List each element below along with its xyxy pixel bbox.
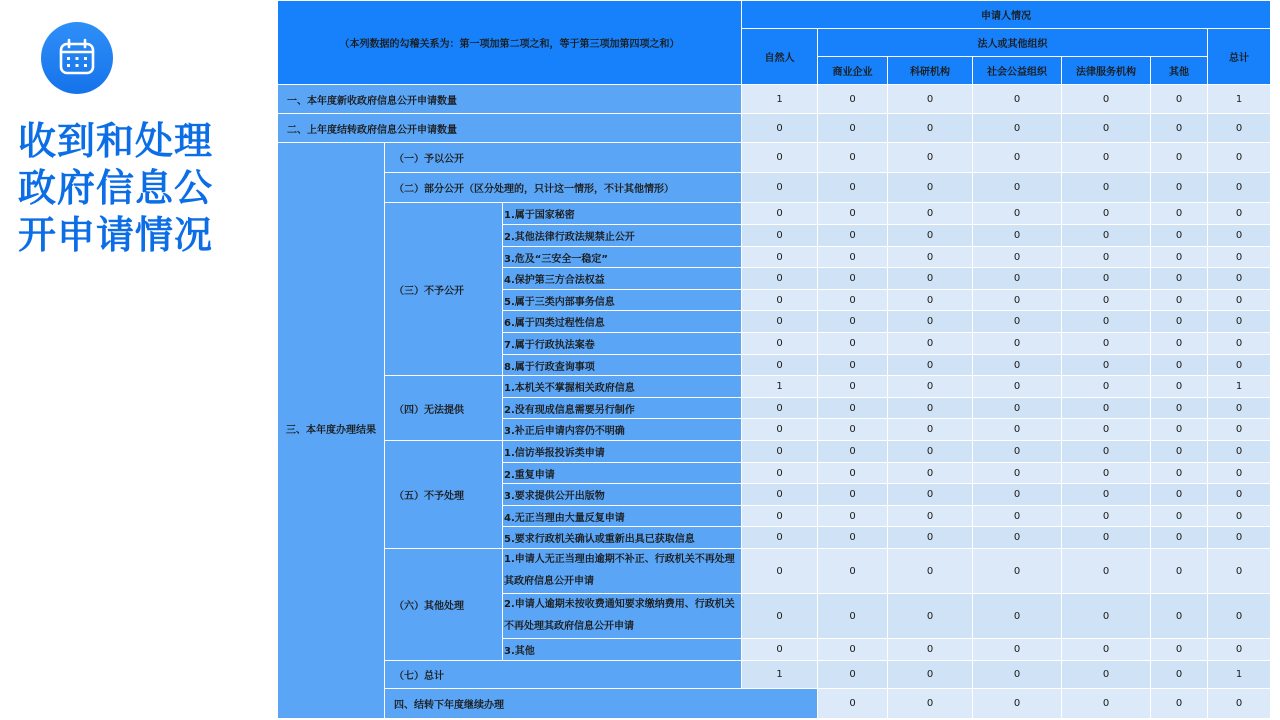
value-cell: 0 <box>888 689 973 719</box>
value-cell: 0 <box>888 290 973 311</box>
value-cell: 0 <box>1062 594 1151 639</box>
report-table <box>277 0 1270 719</box>
value-cell: 0 <box>1208 549 1270 594</box>
left-panel <box>0 0 275 720</box>
header-public-welfare: 社会公益组织 <box>973 57 1062 85</box>
value-cell: 0 <box>818 689 888 719</box>
value-cell: 0 <box>818 463 888 484</box>
value-cell: 0 <box>973 527 1062 549</box>
value-cell: 0 <box>818 419 888 441</box>
value-cell: 0 <box>818 661 888 689</box>
value-cell: 0 <box>818 333 888 355</box>
table-row <box>278 441 1271 463</box>
value-cell: 0 <box>1062 247 1151 268</box>
value-cell: 0 <box>1062 143 1151 173</box>
value-cell: 0 <box>742 594 818 639</box>
value-cell: 0 <box>818 225 888 247</box>
value-cell: 0 <box>1208 484 1270 506</box>
value-cell: 0 <box>1151 376 1208 398</box>
group-label: （三）不予公开 <box>385 203 503 376</box>
item-label: 2.没有现成信息需要另行制作 <box>503 398 742 419</box>
corner-note: （本列数据的勾稽关系为：第一项加第二项之和，等于第三项加第四项之和） <box>278 1 742 85</box>
value-cell: 0 <box>1062 441 1151 463</box>
row-label: 一、本年度新收政府信息公开申请数量 <box>278 85 742 114</box>
value-cell: 0 <box>818 268 888 290</box>
value-cell: 0 <box>1208 506 1270 527</box>
value-cell: 0 <box>888 268 973 290</box>
value-cell: 0 <box>888 463 973 484</box>
value-cell: 0 <box>1208 114 1270 143</box>
table-row <box>278 85 1271 114</box>
value-cell: 0 <box>973 247 1062 268</box>
value-cell: 0 <box>742 173 818 203</box>
value-cell: 0 <box>742 225 818 247</box>
item-label: 1.属于国家秘密 <box>503 203 742 225</box>
value-cell: 0 <box>1062 333 1151 355</box>
value-cell: 0 <box>1208 594 1270 639</box>
value-cell: 0 <box>973 549 1062 594</box>
value-cell: 0 <box>742 333 818 355</box>
item-label: 3.要求提供公开出版物 <box>503 484 742 506</box>
value-cell: 0 <box>742 441 818 463</box>
item-label: 7.属于行政执法案卷 <box>503 333 742 355</box>
value-cell: 0 <box>818 203 888 225</box>
value-cell: 0 <box>1062 527 1151 549</box>
value-cell: 0 <box>1151 173 1208 203</box>
value-cell: 0 <box>1062 463 1151 484</box>
value-cell: 0 <box>1208 527 1270 549</box>
value-cell: 0 <box>973 85 1062 114</box>
value-cell: 0 <box>973 594 1062 639</box>
value-cell: 0 <box>1062 203 1151 225</box>
item-label: 3.危及“三安全一稳定” <box>503 247 742 268</box>
value-cell: 0 <box>1151 355 1208 376</box>
value-cell: 0 <box>973 268 1062 290</box>
value-cell: 0 <box>742 484 818 506</box>
value-cell: 0 <box>1151 225 1208 247</box>
value-cell: 0 <box>1151 661 1208 689</box>
table-row <box>278 173 1271 203</box>
value-cell: 0 <box>1151 639 1208 661</box>
value-cell: 0 <box>742 290 818 311</box>
value-cell: 0 <box>742 398 818 419</box>
value-cell: 0 <box>742 143 818 173</box>
row-label: （一）予以公开 <box>385 143 742 173</box>
value-cell: 0 <box>1151 484 1208 506</box>
value-cell: 0 <box>1062 290 1151 311</box>
section-label: 三、本年度办理结果 <box>278 143 385 719</box>
value-cell: 0 <box>888 594 973 639</box>
value-cell: 0 <box>818 398 888 419</box>
value-cell: 0 <box>1062 114 1151 143</box>
value-cell: 0 <box>973 290 1062 311</box>
value-cell: 0 <box>973 114 1062 143</box>
table-row <box>278 376 1271 398</box>
value-cell: 0 <box>888 398 973 419</box>
group-label: （六）其他处理 <box>385 549 503 661</box>
value-cell: 0 <box>1062 268 1151 290</box>
value-cell: 1 <box>742 376 818 398</box>
value-cell: 0 <box>1062 311 1151 333</box>
value-cell: 0 <box>818 639 888 661</box>
value-cell: 0 <box>888 661 973 689</box>
row-label: （二）部分公开（区分处理的，只计这一情形，不计其他情形） <box>385 173 742 203</box>
value-cell: 0 <box>888 225 973 247</box>
value-cell: 0 <box>1062 661 1151 689</box>
value-cell: 0 <box>888 143 973 173</box>
value-cell: 0 <box>818 549 888 594</box>
value-cell: 0 <box>888 639 973 661</box>
value-cell: 0 <box>973 419 1062 441</box>
value-cell: 0 <box>888 484 973 506</box>
value-cell: 1 <box>1208 661 1270 689</box>
value-cell: 0 <box>742 506 818 527</box>
title-line: 政府信息公 <box>18 166 214 210</box>
value-cell: 0 <box>973 311 1062 333</box>
value-cell: 0 <box>818 594 888 639</box>
group-header: 申请人情况 <box>742 1 1270 29</box>
value-cell: 0 <box>818 247 888 268</box>
group-label: （四）无法提供 <box>385 376 503 441</box>
item-label: 1.申请人无正当理由逾期不补正、行政机关不再处理其政府信息公开申请 <box>503 549 742 594</box>
table-row <box>278 203 1271 225</box>
value-cell: 0 <box>1208 398 1270 419</box>
value-cell: 0 <box>888 173 973 203</box>
value-cell: 0 <box>1151 689 1208 719</box>
value-cell: 0 <box>1151 114 1208 143</box>
value-cell: 0 <box>818 114 888 143</box>
value-cell: 0 <box>888 333 973 355</box>
value-cell: 0 <box>818 290 888 311</box>
value-cell: 0 <box>818 143 888 173</box>
value-cell: 0 <box>1208 290 1270 311</box>
value-cell: 0 <box>818 441 888 463</box>
title-line: 收到和处理 <box>18 119 214 163</box>
value-cell: 0 <box>818 173 888 203</box>
value-cell: 0 <box>888 376 973 398</box>
value-cell: 0 <box>1208 225 1270 247</box>
value-cell: 0 <box>973 661 1062 689</box>
item-label: 2.其他法律行政法规禁止公开 <box>503 225 742 247</box>
item-label: 3.补正后申请内容仍不明确 <box>503 419 742 441</box>
value-cell: 0 <box>742 311 818 333</box>
item-label: 4.保护第三方合法权益 <box>503 268 742 290</box>
value-cell: 0 <box>1151 247 1208 268</box>
value-cell: 0 <box>1062 689 1151 719</box>
value-cell: 0 <box>742 549 818 594</box>
value-cell: 1 <box>1208 376 1270 398</box>
item-label: 2.重复申请 <box>503 463 742 484</box>
item-label: 5.要求行政机关确认或重新出具已获取信息 <box>503 527 742 549</box>
value-cell: 0 <box>1151 419 1208 441</box>
table-row <box>278 143 1271 173</box>
value-cell: 0 <box>1208 419 1270 441</box>
page-title <box>18 118 258 259</box>
value-cell: 0 <box>973 143 1062 173</box>
value-cell: 0 <box>1062 639 1151 661</box>
value-cell: 0 <box>818 355 888 376</box>
value-cell: 0 <box>973 441 1062 463</box>
row-label: （七）总计 <box>385 661 742 689</box>
table-row <box>278 114 1271 143</box>
item-label: 4.无正当理由大量反复申请 <box>503 506 742 527</box>
value-cell: 0 <box>742 419 818 441</box>
value-cell: 0 <box>1208 268 1270 290</box>
value-cell: 0 <box>1062 85 1151 114</box>
value-cell: 0 <box>818 311 888 333</box>
value-cell: 0 <box>973 689 1062 719</box>
table-row <box>278 689 1271 719</box>
value-cell: 0 <box>1208 247 1270 268</box>
row-label: 二、上年度结转政府信息公开申请数量 <box>278 114 742 143</box>
header-other: 其他 <box>1151 57 1208 85</box>
value-cell: 0 <box>1151 268 1208 290</box>
item-label: 6.属于四类过程性信息 <box>503 311 742 333</box>
value-cell: 0 <box>888 419 973 441</box>
value-cell: 0 <box>742 114 818 143</box>
value-cell: 0 <box>973 639 1062 661</box>
value-cell: 1 <box>1208 85 1270 114</box>
value-cell: 0 <box>1062 484 1151 506</box>
value-cell: 0 <box>742 463 818 484</box>
value-cell: 0 <box>742 268 818 290</box>
value-cell: 0 <box>1151 549 1208 594</box>
value-cell: 0 <box>1062 398 1151 419</box>
item-label: 8.属于行政查询事项 <box>503 355 742 376</box>
value-cell: 0 <box>742 203 818 225</box>
value-cell: 0 <box>742 247 818 268</box>
value-cell: 0 <box>1208 689 1270 719</box>
value-cell: 0 <box>1208 333 1270 355</box>
calendar-badge <box>41 22 113 94</box>
value-cell: 0 <box>742 639 818 661</box>
value-cell: 0 <box>1062 506 1151 527</box>
value-cell: 0 <box>1062 225 1151 247</box>
value-cell: 0 <box>888 247 973 268</box>
value-cell: 0 <box>1151 311 1208 333</box>
header-total: 总计 <box>1208 29 1270 85</box>
value-cell: 0 <box>1062 419 1151 441</box>
value-cell: 0 <box>888 355 973 376</box>
header-natural-person: 自然人 <box>742 29 818 85</box>
value-cell: 0 <box>1151 290 1208 311</box>
value-cell: 0 <box>1062 549 1151 594</box>
title-line: 开申请情况 <box>18 213 214 257</box>
value-cell: 0 <box>973 484 1062 506</box>
item-label: 5.属于三类内部事务信息 <box>503 290 742 311</box>
value-cell: 1 <box>742 85 818 114</box>
value-cell: 0 <box>888 311 973 333</box>
value-cell: 0 <box>1151 143 1208 173</box>
value-cell: 0 <box>1208 639 1270 661</box>
value-cell: 0 <box>818 484 888 506</box>
value-cell: 0 <box>1151 594 1208 639</box>
header-legal-service: 法律服务机构 <box>1062 57 1151 85</box>
item-label: 1.信访举报投诉类申请 <box>503 441 742 463</box>
value-cell: 1 <box>742 661 818 689</box>
value-cell: 0 <box>1208 441 1270 463</box>
value-cell: 0 <box>1208 203 1270 225</box>
value-cell: 0 <box>742 355 818 376</box>
value-cell: 0 <box>973 225 1062 247</box>
value-cell: 0 <box>818 527 888 549</box>
value-cell: 0 <box>973 173 1062 203</box>
value-cell: 0 <box>1151 333 1208 355</box>
value-cell: 0 <box>1208 311 1270 333</box>
item-label: 3.其他 <box>503 639 742 661</box>
calendar-icon <box>58 38 96 76</box>
header-legal-group: 法人或其他组织 <box>818 29 1208 57</box>
value-cell: 0 <box>888 506 973 527</box>
value-cell: 0 <box>888 441 973 463</box>
value-cell: 0 <box>973 398 1062 419</box>
value-cell: 0 <box>1208 143 1270 173</box>
header-research: 科研机构 <box>888 57 973 85</box>
value-cell: 0 <box>1151 527 1208 549</box>
value-cell: 0 <box>973 355 1062 376</box>
value-cell: 0 <box>1151 85 1208 114</box>
value-cell: 0 <box>973 203 1062 225</box>
item-label: 1.本机关不掌握相关政府信息 <box>503 376 742 398</box>
value-cell: 0 <box>973 463 1062 484</box>
value-cell: 0 <box>973 506 1062 527</box>
report-table-container <box>277 0 1270 720</box>
value-cell: 0 <box>888 549 973 594</box>
value-cell: 0 <box>1062 173 1151 203</box>
table-row <box>278 549 1271 594</box>
value-cell: 0 <box>1151 441 1208 463</box>
value-cell: 0 <box>742 527 818 549</box>
value-cell: 0 <box>888 114 973 143</box>
value-cell: 0 <box>818 85 888 114</box>
value-cell: 0 <box>888 527 973 549</box>
value-cell: 0 <box>1208 355 1270 376</box>
row-label: 四、结转下年度继续办理 <box>385 689 818 719</box>
value-cell: 0 <box>818 376 888 398</box>
item-label: 2.申请人逾期未按收费通知要求缴纳费用、行政机关不再处理其政府信息公开申请 <box>503 594 742 639</box>
value-cell: 0 <box>1151 398 1208 419</box>
value-cell: 0 <box>1151 506 1208 527</box>
value-cell: 0 <box>1151 463 1208 484</box>
value-cell: 0 <box>888 85 973 114</box>
value-cell: 0 <box>1151 203 1208 225</box>
value-cell: 0 <box>1208 173 1270 203</box>
value-cell: 0 <box>1062 355 1151 376</box>
header-commercial: 商业企业 <box>818 57 888 85</box>
value-cell: 0 <box>888 203 973 225</box>
value-cell: 0 <box>973 376 1062 398</box>
value-cell: 0 <box>1208 463 1270 484</box>
value-cell: 0 <box>973 333 1062 355</box>
group-label: （五）不予处理 <box>385 441 503 549</box>
value-cell: 0 <box>1062 376 1151 398</box>
value-cell: 0 <box>818 506 888 527</box>
table-row <box>278 661 1271 689</box>
